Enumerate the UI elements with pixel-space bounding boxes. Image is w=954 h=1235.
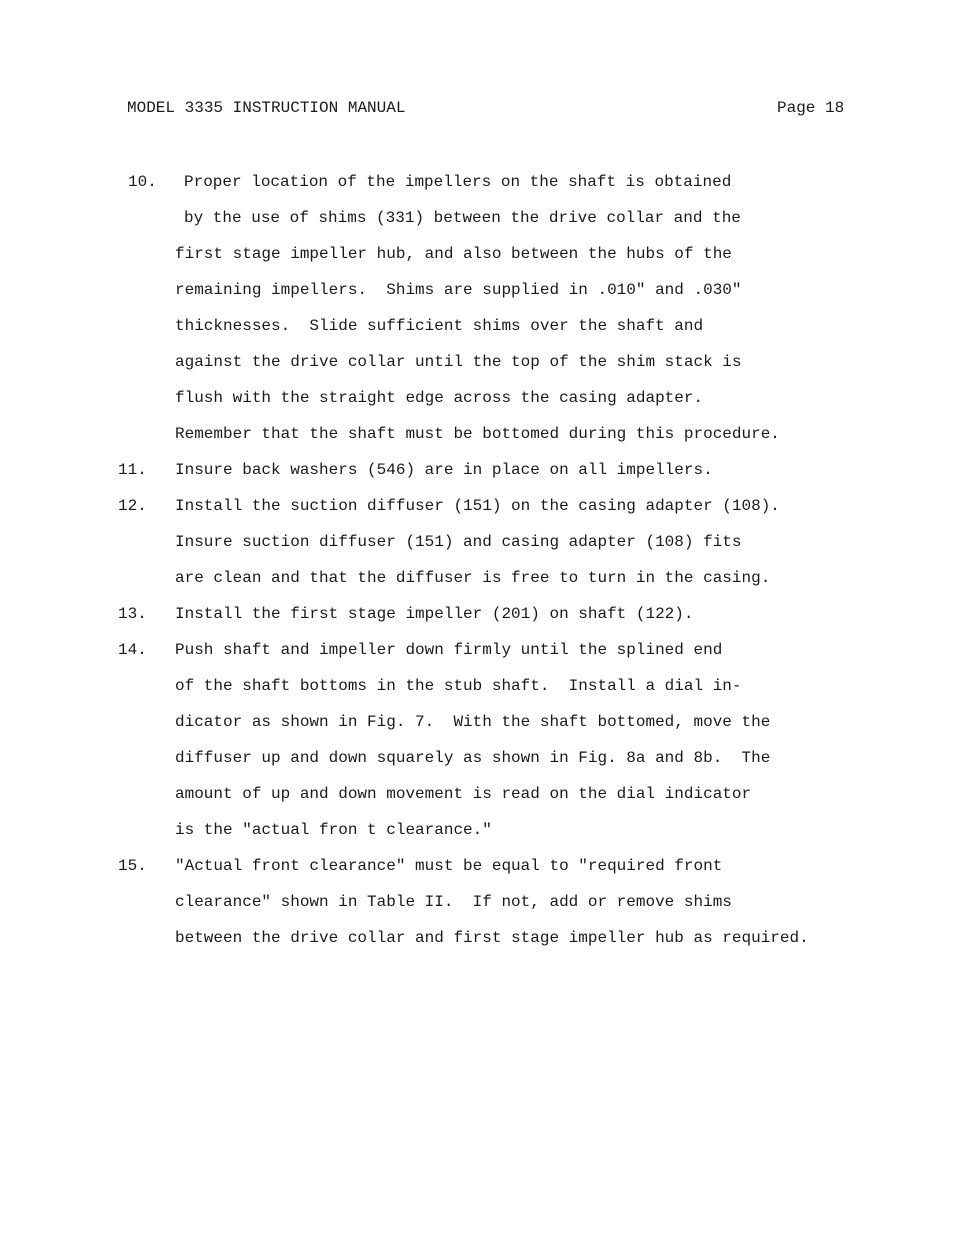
step-line: thicknesses. Slide sufficient shims over the shaft and: [175, 317, 704, 335]
step-number: 15.: [118, 857, 147, 875]
step-line: clearance" shown in Table II. If not, add or remove shims: [175, 893, 732, 911]
step-line: diffuser up and down squarely as shown in Fig. 8a and 8b. The: [175, 749, 771, 767]
step-line: Install the first stage impeller (201) on shaft (122).: [175, 605, 694, 623]
manual-title: MODEL 3335 INSTRUCTION MANUAL: [127, 99, 406, 117]
step-line: first stage impeller hub, and also between the hubs of the: [175, 245, 732, 263]
step-line: amount of up and down movement is read on the dial indicator: [175, 785, 752, 803]
step-line: remaining impellers. Shims are supplied in .010" and .030": [175, 281, 742, 299]
step-number: 13.: [118, 605, 147, 623]
step-line: Push shaft and impeller down firmly until the splined end: [175, 641, 723, 659]
step-line: Install the suction diffuser (151) on the casing adapter (108).: [175, 497, 780, 515]
step-line: Proper location of the impellers on the shaft is obtained: [184, 173, 732, 191]
step-line: Insure suction diffuser (151) and casing adapter (108) fits: [175, 533, 742, 551]
step-number: 12.: [118, 497, 147, 515]
step-line: by the use of shims (331) between the drive collar and the: [184, 209, 741, 227]
step-line: between the drive collar and first stage impeller hub as required.: [175, 929, 809, 947]
step-line: "Actual front clearance" must be equal to "required front: [175, 857, 723, 875]
step-line: flush with the straight edge across the casing adapter.: [175, 389, 704, 407]
step-line: against the drive collar until the top of the shim stack is: [175, 353, 742, 371]
step-line: dicator as shown in Fig. 7. With the shaft bottomed, move the: [175, 713, 771, 731]
step-number: 10.: [128, 173, 157, 191]
step-line: is the "actual fron t clearance.": [175, 821, 492, 839]
page-number: Page 18: [777, 99, 845, 117]
step-number: 11.: [118, 461, 147, 479]
step-number: 14.: [118, 641, 147, 659]
step-line: Insure back washers (546) are in place on all impellers.: [175, 461, 713, 479]
step-line: of the shaft bottoms in the stub shaft. Install a dial in-: [175, 677, 742, 695]
step-line: Remember that the shaft must be bottomed during this procedure.: [175, 425, 780, 443]
step-line: are clean and that the diffuser is free to turn in the casing.: [175, 569, 771, 587]
